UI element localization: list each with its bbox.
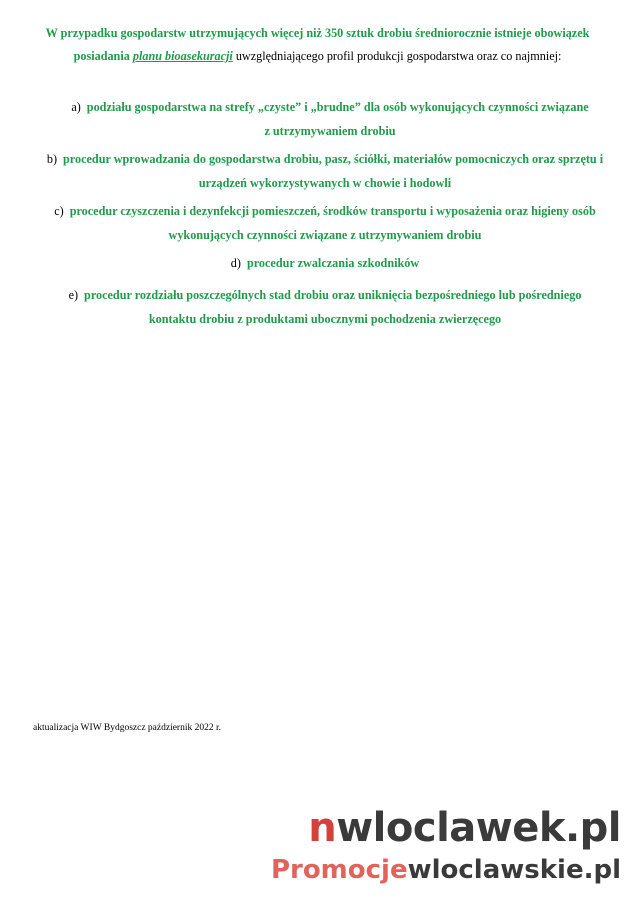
list-item-text: procedur czyszczenia i dezynfekcji pomieszczeń, środków transportu i wyposażenia oraz higieny osób wykonujących czynności związane z utrzymywaniem drobiu: [69, 204, 596, 242]
watermark-promocje: Promocje: [270, 855, 408, 885]
intro-paragraph: [30, 22, 605, 68]
intro-text-part1: W przypadku gospodarstw utrzymujących więcej niż 350 sztuk drobiu średniorocznie istnieje obowiązek posiadania: [45, 26, 590, 63]
update-note: aktualizacja WIW Bydgoszcz październik 2022 r.: [33, 723, 221, 733]
intro-text-part2: uwzględniającego profil produkcji gospodarstwa oraz co najmniej:: [232, 49, 562, 63]
list-item-text: podziału gospodarstwa na strefy „czyste” i „brudne” dla osób wykonujących czynności związane z utrzymywaniem drobiu: [86, 100, 589, 138]
list-marker: c): [54, 204, 64, 218]
list-item-text: procedur rozdziału poszczególnych stad drobiu oraz uniknięcia bezpośredniego lub pośredniego kontaktu drobiu z produktami ubocznymi pochodzenia zwierzęcego: [84, 288, 582, 326]
watermark-promo-site: wloclawskie.pl: [407, 855, 621, 885]
list-item-text: procedur zwalczania szkodników: [246, 256, 420, 270]
watermark-site-logo: [308, 805, 621, 851]
list-item: [45, 147, 605, 195]
list-item-text: procedur wprowadzania do gospodarstwa drobiu, pasz, ściółki, materiałów pomocniczych oraz sprzętu i urządzeń wykorzystywanych w chowie i hodowli: [63, 152, 604, 190]
list-marker: a): [71, 100, 81, 114]
bioasecurity-plan-link[interactable]: planu bioasekuracji: [132, 49, 233, 63]
list-marker: b): [46, 152, 58, 166]
watermark-site-name: wloclawek.pl: [336, 805, 621, 851]
watermark-promo-logo: [271, 855, 621, 885]
list-marker: e): [68, 288, 79, 302]
list-marker: d): [230, 256, 241, 270]
list-item: [45, 283, 605, 331]
list-item: [45, 199, 605, 247]
list-item: [70, 95, 590, 143]
list-item: [45, 251, 605, 275]
watermark-letter-n: n: [308, 805, 337, 851]
